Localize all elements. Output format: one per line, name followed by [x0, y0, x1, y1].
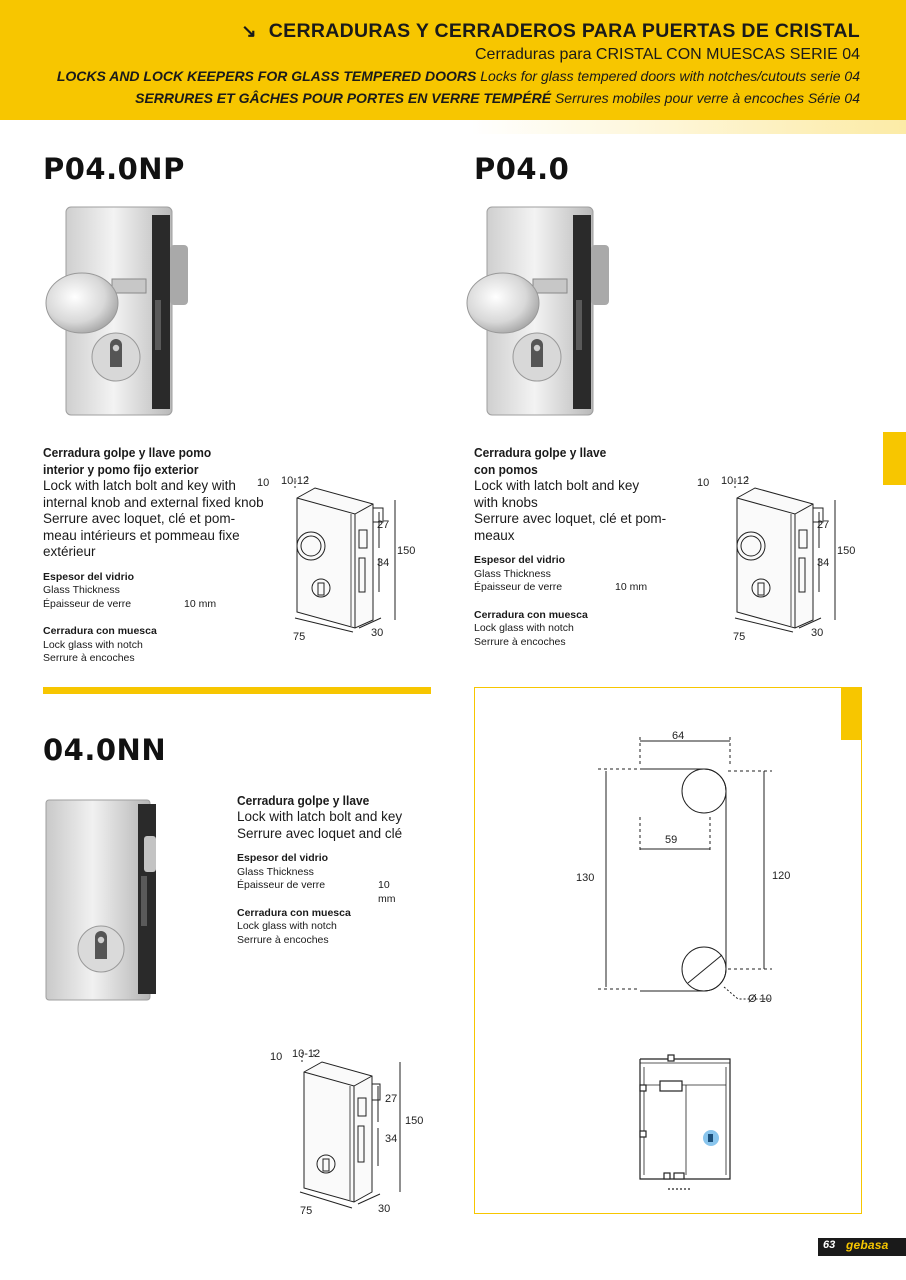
spec-label: Espesor del vidrio: [43, 570, 135, 583]
section-divider: [43, 687, 431, 694]
dim-label: 59: [665, 834, 678, 846]
dim-label: 34: [817, 557, 830, 569]
description-en: Lock with latch bolt and key: [474, 478, 640, 493]
description-title: con pomos: [474, 462, 538, 477]
description-en: with knobs: [474, 494, 538, 510]
spec-value: 10 mm: [378, 879, 396, 905]
dim-label: 150: [837, 545, 856, 557]
spec-label: Épaisseur de verre: [474, 581, 563, 593]
dimension-drawing-key: [268, 1042, 438, 1222]
dim-label: 34: [377, 557, 390, 569]
spec-label: Serrure à encoches: [474, 635, 566, 648]
spec-label: Serrure à encoches: [237, 933, 329, 946]
dim-label: 10: [697, 477, 710, 489]
spec-label: Lock glass with notch: [237, 920, 337, 932]
dim-label: 120: [772, 870, 791, 882]
product-description: [237, 792, 402, 947]
dim-label: 30: [371, 627, 384, 639]
spec-value: 10 mm: [615, 581, 648, 593]
dim-label: 27: [817, 519, 830, 531]
product-code: P04.0NP: [43, 152, 185, 186]
page-header: [0, 0, 906, 120]
spec-label: Glass Thickness: [474, 567, 551, 580]
spec-value: 10 mm: [184, 597, 217, 610]
dim-label: 10-12: [281, 475, 310, 487]
spec-notch: [43, 625, 264, 666]
description-fr: meau intérieurs et pommeau fixe: [43, 527, 240, 543]
dim-label: 130: [576, 872, 595, 884]
lock-photo-knobs: [469, 205, 619, 420]
page-number: 63: [823, 1239, 836, 1251]
dim-label: 75: [300, 1205, 313, 1217]
dim-label: 10-12: [292, 1048, 321, 1060]
spec-label: Lock glass with notch: [474, 622, 574, 634]
spec-label: Glass Thickness: [43, 584, 120, 596]
spec-label: Cerradura con muesca: [474, 608, 588, 621]
arrow-down-right-icon: ↘: [241, 21, 257, 41]
description-title: Cerradura golpe y llave pomo: [43, 445, 212, 460]
spec-label: Épaisseur de verre: [237, 879, 326, 891]
description-en: Lock with latch bolt and key: [237, 809, 403, 824]
dim-label: 27: [377, 519, 390, 531]
dim-label: 75: [293, 631, 306, 643]
spec-label: Espesor del vidrio: [474, 554, 566, 566]
dim-label: 10: [257, 477, 270, 489]
dimension-drawing-knob: [255, 470, 425, 645]
dim-label: 150: [397, 545, 416, 557]
product-description: [474, 444, 666, 649]
dim-label: 30: [378, 1203, 391, 1215]
description-en: internal knob and external fixed knob: [43, 494, 264, 510]
spec-label: Serrure à encoches: [43, 652, 135, 664]
dim-label: 64: [672, 730, 685, 742]
spec-thickness: [474, 554, 666, 595]
side-tab: [883, 432, 906, 485]
header-fade: [470, 120, 906, 134]
notch-dimension-drawing: [474, 687, 862, 1214]
dim-label: 150: [405, 1115, 424, 1127]
description-fr: extérieur: [43, 544, 96, 559]
dim-label: 75: [733, 631, 746, 643]
description-en: Lock with latch bolt and key with: [43, 478, 236, 493]
spec-label: Cerradura con muesca: [237, 906, 351, 919]
brand-logo: gebasa: [846, 1238, 889, 1252]
header-english: LOCKS AND LOCK KEEPERS FOR GLASS TEMPERED DOORS Locks for glass tempered doors with notches/cutouts serie 04: [56, 68, 860, 84]
header-french: SERRURES ET GÂCHES POUR PORTES EN VERRE TEMPÉRÉ Serrures mobiles pour verre à encoches Série 04: [135, 90, 860, 106]
lock-photo-key: [44, 796, 164, 1006]
spec-label: Cerradura con muesca: [43, 625, 157, 637]
description-fr: Serrure avec loquet, clé et pom-: [43, 511, 236, 526]
description-title: interior y pomo fijo exterior: [43, 462, 199, 477]
description-fr: Serrure avec loquet, clé et pom-: [474, 511, 667, 526]
description-title: Cerradura golpe y llave: [474, 445, 607, 460]
product-description: [43, 444, 264, 666]
dim-label: 30: [811, 627, 824, 639]
description-title: Cerradura golpe y llave: [237, 793, 370, 808]
dim-label: 27: [385, 1093, 398, 1105]
spec-label: Épaisseur de verre: [43, 597, 132, 610]
spec-label: Espesor del vidrio: [237, 852, 329, 864]
header-subtitle: Cerraduras para CRISTAL CON MUESCAS SERIE 04: [474, 46, 860, 63]
lock-photo-knob-fixed: [44, 205, 194, 420]
dim-label: 34: [385, 1133, 398, 1145]
spec-label: Lock glass with notch: [43, 638, 143, 651]
dim-label: Ø 10: [748, 993, 772, 1005]
product-code: P04.0: [474, 152, 570, 186]
spec-notch: [474, 609, 666, 650]
spec-thickness: [43, 571, 264, 612]
dimension-drawing-knobs: [695, 470, 865, 645]
header-title: ↘ CERRADURAS Y CERRADEROS PARA PUERTAS DE CRISTAL: [241, 20, 860, 42]
spec-label: Glass Thickness: [237, 865, 314, 878]
spec-notch: [237, 907, 402, 948]
description-fr: meaux: [474, 527, 515, 543]
dim-label: 10-12: [721, 475, 750, 487]
description-fr: Serrure avec loquet and clé: [237, 825, 403, 841]
product-code: 04.0NN: [43, 733, 167, 767]
spec-thickness: [237, 852, 402, 905]
dim-label: 10: [270, 1051, 283, 1063]
